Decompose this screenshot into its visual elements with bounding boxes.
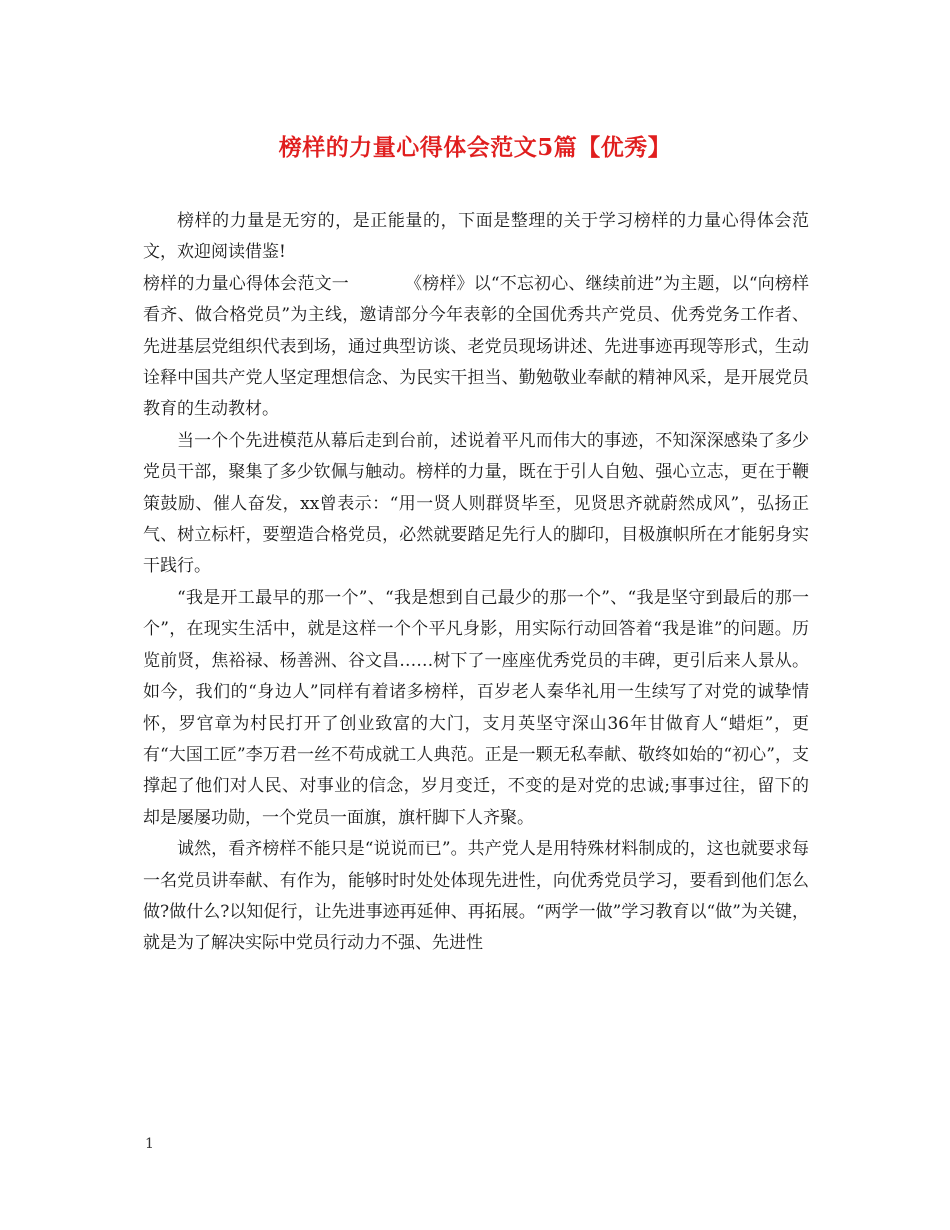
body-paragraph-3: “我是开工最早的那一个”、“我是想到自己最少的那一个”、“我是坚守到最后的那一个”，在现实生活中，就是这样一个个平凡身影，用实际行动回答着“我是谁”的问题。历览前贤，焦裕禄、杨善洲、谷文昌……树下了一座座优秀党员的丰碑，更引后来人景从。如今，我们的“身边人”同样有着诸多榜样，百岁老人秦华礼用一生续写了对党的诚挚情怀，罗官章为村民打开了创业致富的大门，支月英坚守深山36年甘做育人“蜡炬”，更有“大国工匠”李万君一丝不苟成就工人典范。正是一颗无私奉献、敬终如始的“初心”，支撑起了他们对人民、对事业的信念，岁月变迁，不变的是对党的忠诚;事事过往，留下的却是屡屡功勋，一个党员一面旗，旗杆脚下人齐聚。 xyxy=(143,587,809,828)
body-paragraph-2: 当一个个先进模范从幕后走到台前，述说着平凡而伟大的事迹，不知深深感染了多少党员干部，聚集了多少钦佩与触动。榜样的力量，既在于引人自勉、强心立志，更在于鞭策鼓励、催人奋发，xx曾表示：“用一贤人则群贤毕至，见贤思齐就蔚然成风”，弘扬正气、树立标杆，要塑造合格党员，必然就要踏足先行人的脚印，目极旗帜所在才能躬身实干践行。 xyxy=(143,430,809,577)
intro-paragraph: 榜样的力量是无穷的，是正能量的，下面是整理的关于学习榜样的力量心得体会范文，欢迎阅读借鉴! xyxy=(143,211,809,263)
document-body xyxy=(143,206,809,960)
section-one-paragraph xyxy=(143,269,809,426)
page-number: 1 xyxy=(145,1136,154,1152)
section-one-text: 《榜样》以“不忘初心、继续前进”为主题，以“向榜样看齐、做合格党员”为主线，邀请部分今年表彰的全国优秀共产党员、优秀党务工作者、先进基层党组织代表到场，通过典型访谈、老党员现场讲述、先进事迹再现等形式，生动诠释中国共产党人坚定理想信念、为民实干担当、勤勉敬业奉献的精神风采，是开展党员教育的生动教材。 xyxy=(143,273,809,420)
section-heading: 榜样的力量心得体会范文一 xyxy=(143,273,349,294)
body-paragraph-4: 诚然，看齐榜样不能只是“说说而已”。共产党人是用特殊材料制成的，这也就要求每一名党员讲奉献、有作为，能够时时处处体现先进性，向优秀党员学习，要看到他们怎么做?做什么?以知促行，让先进事迹再延伸、再拓展。“两学一做”学习教育以“做”为关键，就是为了解决实际中党员行动力不强、先进性 xyxy=(143,839,809,954)
document-title: 榜样的力量心得体会范文5篇【优秀】 xyxy=(278,134,672,161)
